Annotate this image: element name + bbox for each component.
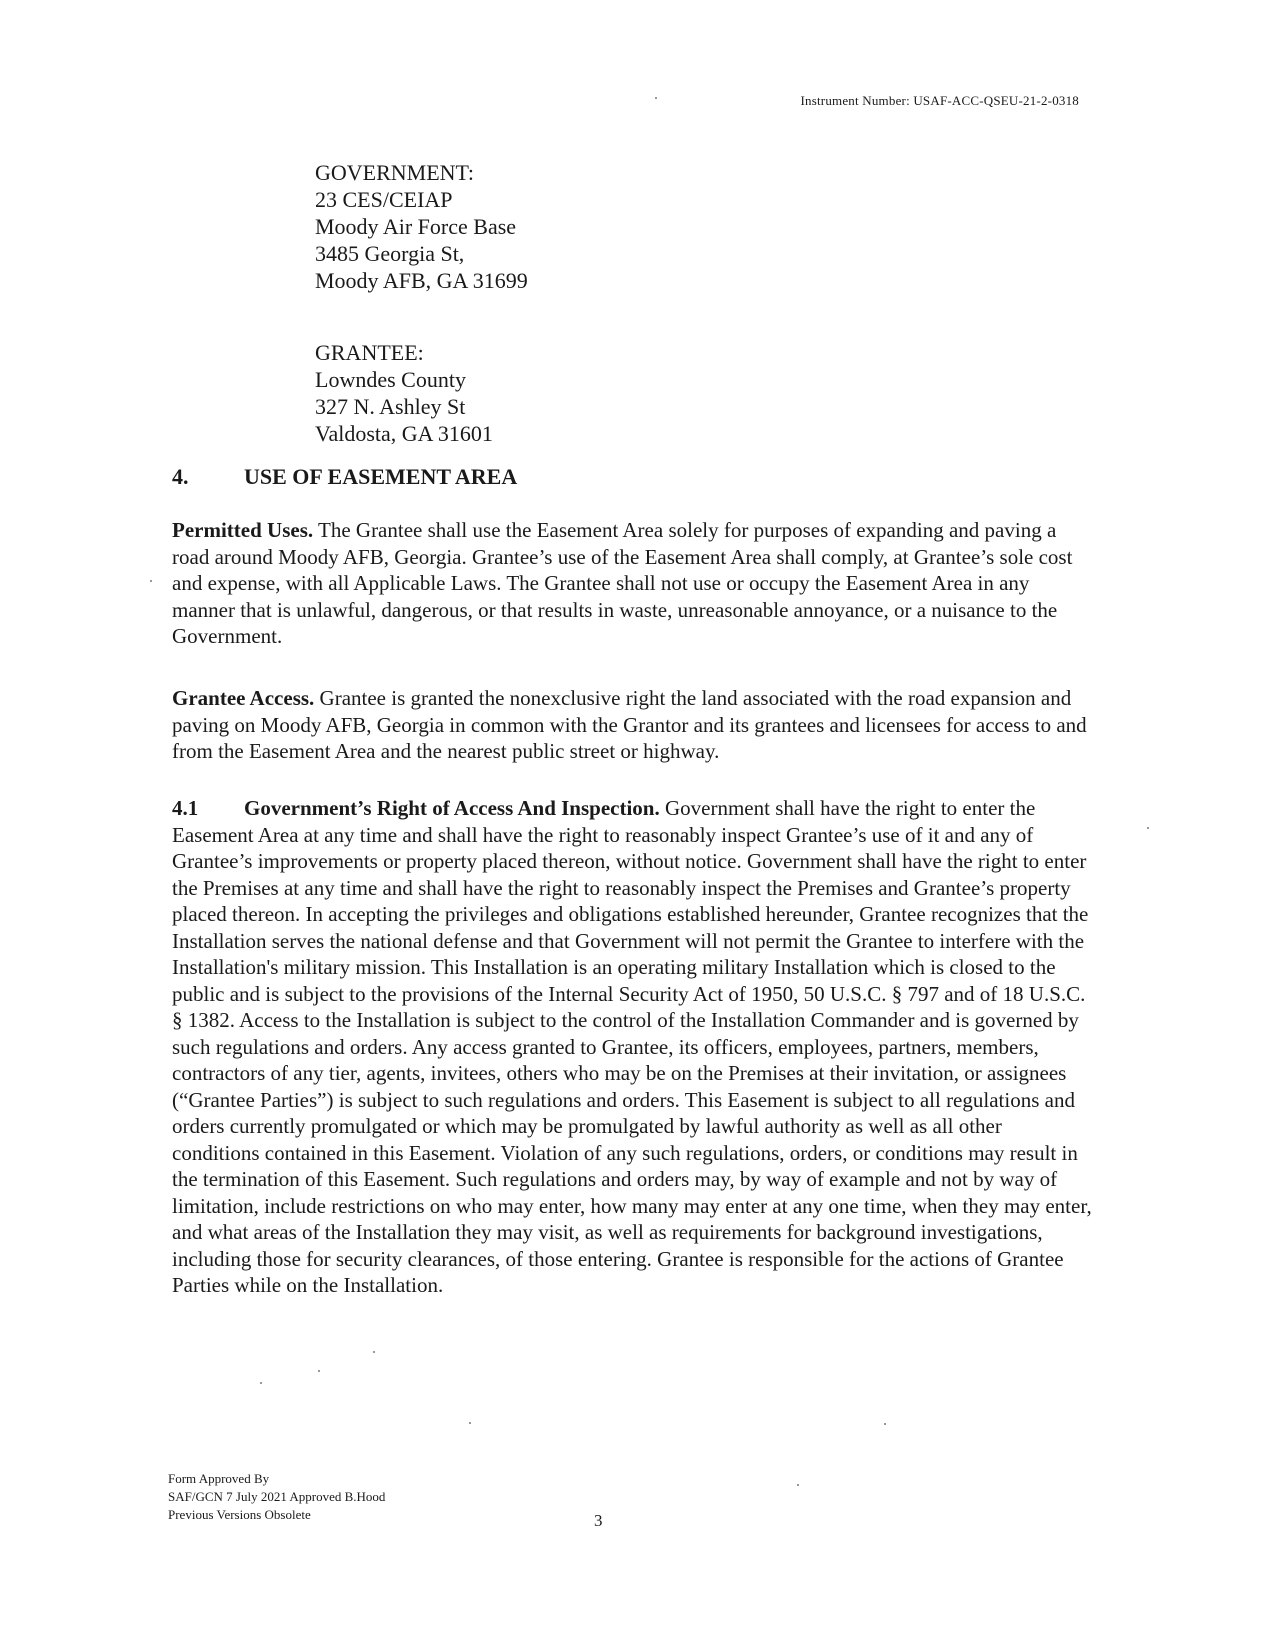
grantee-access-paragraph: [172, 685, 1092, 765]
scan-speck: [797, 1484, 799, 1486]
grantee-label: GRANTEE:: [315, 340, 424, 365]
permitted-uses-paragraph: [172, 517, 1092, 650]
scan-speck: [655, 97, 657, 99]
section-4-1-text: Government shall have the right to enter the Easement Area at any time and shall have the right to reasonably inspect Grantee’s use of it and any of Grantee’s improvements or property placed thereon, without notice. Government shall have the right to enter the Premises at any time and shall have the right to reasonably inspect the Premises and Grantee’s property placed thereon. In accepting the privileges and obligations established hereunder, Grantee recognizes that the Installation serves the national defense and that Government will not permit the Grantee to interfere with the Installation's military mission. This Installation is an operating military Installation which is closed to the public and is subject to the provisions of the Internal Security Act of 1950, 50 U.S.C. § 797 and of 18 U.S.C. § 1382. Access to the Installation is subject to the control of the Installation Commander and is governed by such regulations and orders. Any access granted to Grantee, its officers, employees, partners, members, contractors of any tier, agents, invitees, others who may be on the Premises at their invitation, or assignees (“Grantee Parties”) is subject to such regulations and orders. This Easement is subject to all regulations and orders currently promulgated or which may be promulgated by lawful authority as well as all other conditions contained in this Easement. Violation of any such regulations, orders, or conditions may result in the termination of this Easement. Such regulations and orders may, by way of example and not by way of limitation, include restrictions on who may enter, how many may enter at any one time, when they may enter, and what areas of the Installation they may visit, as well as requirements for background investigations, including those for security clearances, of those entering. Grantee is responsible for the actions of Grantee Parties while on the Installation.: [172, 796, 1092, 1297]
scan-speck: [469, 1422, 471, 1424]
scan-speck: [260, 1382, 262, 1384]
section-4-number: 4.: [172, 464, 189, 489]
government-address-line: Moody AFB, GA 31699: [315, 268, 528, 293]
grantee-address-block: [315, 339, 493, 447]
permitted-uses-text: The Grantee shall use the Easement Area solely for purposes of expanding and paving a road around Moody AFB, Georgia. Grantee’s use of the Easement Area shall comply, at Grantee’s sole cost and expense, with all Applicable Laws. The Grantee shall not use or occupy the Easement Area in any manner that is unlawful, dangerous, or that results in waste, unreasonable annoyance, or a nuisance to the Government.: [172, 518, 1073, 648]
footer-line: Form Approved By: [168, 1471, 270, 1486]
section-4-1-lead: Government’s Right of Access And Inspection.: [244, 796, 660, 820]
section-4-heading: [172, 464, 517, 490]
grantee-access-text: Grantee is granted the nonexclusive right the land associated with the road expansion and paving on Moody AFB, Georgia in common with the Grantor and its grantees and licensees for access to and from the Easement Area and the nearest public street or highway.: [172, 686, 1087, 763]
government-address-line: Moody Air Force Base: [315, 214, 517, 239]
grantee-address-line: Lowndes County: [315, 367, 466, 392]
scan-speck: [884, 1423, 886, 1425]
grantee-address-line: Valdosta, GA 31601: [315, 421, 493, 446]
scan-speck: [373, 1351, 375, 1353]
scan-speck: [150, 580, 152, 582]
grantee-address-line: 327 N. Ashley St: [315, 394, 466, 419]
scan-speck: [318, 1370, 320, 1372]
instrument-number: Instrument Number: USAF-ACC-QSEU-21-2-0318: [800, 93, 1079, 108]
section-4-1-number: 4.1: [172, 796, 199, 820]
page-number: 3: [594, 1511, 603, 1530]
permitted-uses-lead: Permitted Uses.: [172, 518, 314, 542]
government-address-line: 23 CES/CEIAP: [315, 187, 453, 212]
government-address-block: [315, 159, 528, 294]
government-label: GOVERNMENT:: [315, 160, 475, 185]
government-address-line: 3485 Georgia St,: [315, 241, 465, 266]
grantee-access-lead: Grantee Access.: [172, 686, 315, 710]
footer-line: SAF/GCN 7 July 2021 Approved B.Hood: [168, 1489, 386, 1504]
section-4-title: USE OF EASEMENT AREA: [244, 464, 518, 489]
section-4-1-paragraph: [172, 795, 1092, 1299]
scan-speck: [1147, 827, 1149, 829]
form-footer: [168, 1470, 385, 1524]
footer-line: Previous Versions Obsolete: [168, 1507, 311, 1522]
